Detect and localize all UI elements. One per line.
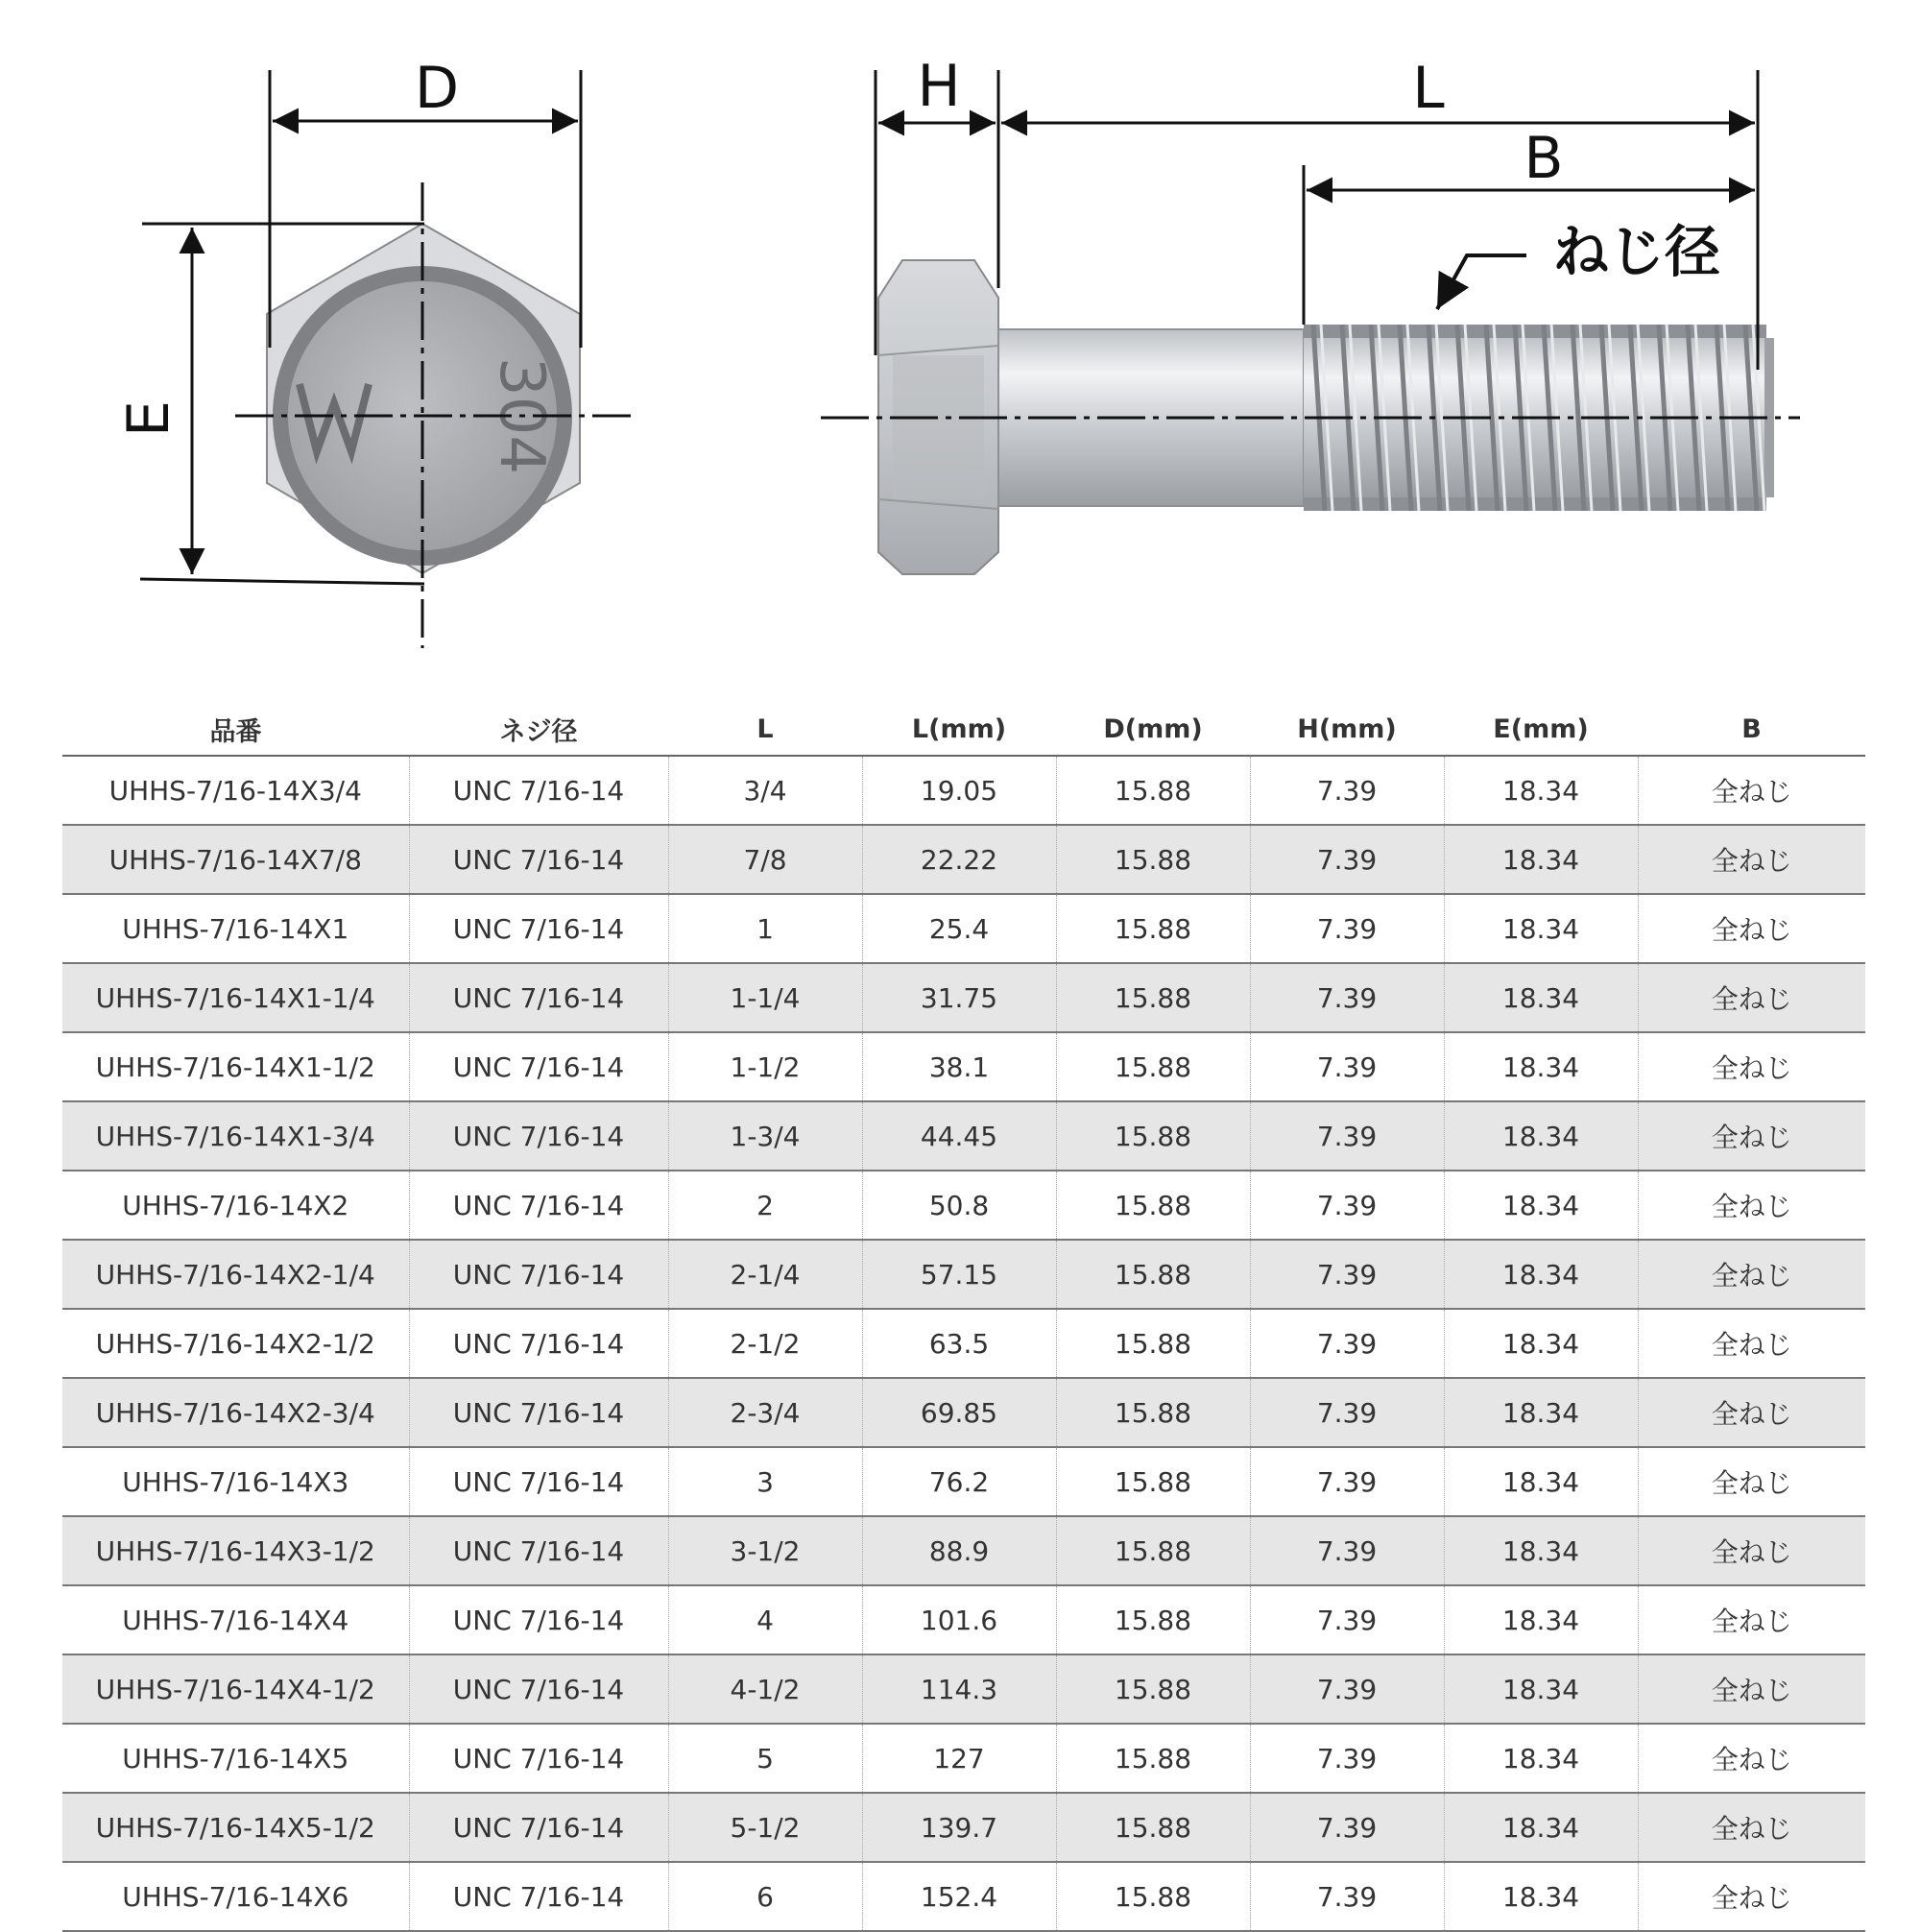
dimension-label-d: D xyxy=(414,55,460,122)
b-cell: 全ねじ xyxy=(1638,1171,1865,1240)
length-mm-cell: 19.05 xyxy=(862,756,1056,825)
thread-size-cell: UNC 7/16-14 xyxy=(409,1101,668,1171)
thread-size-cell: UNC 7/16-14 xyxy=(409,1654,668,1724)
e-mm-cell: 18.34 xyxy=(1444,1240,1638,1309)
table-row xyxy=(62,1724,1865,1793)
length-mm-cell: 38.1 xyxy=(862,1032,1056,1101)
thread-size-cell: UNC 7/16-14 xyxy=(409,1171,668,1240)
length-inch-cell: 2-3/4 xyxy=(668,1378,862,1447)
table-row xyxy=(62,1032,1865,1101)
e-mm-cell: 18.34 xyxy=(1444,756,1638,825)
d-mm-cell: 15.88 xyxy=(1056,1724,1250,1793)
part-number-cell: UHHS-7/16-14X5-1/2 xyxy=(62,1793,409,1862)
length-inch-cell: 7/8 xyxy=(668,825,862,894)
length-mm-cell: 152.4 xyxy=(862,1862,1056,1931)
thread-size-cell: UNC 7/16-14 xyxy=(409,1378,668,1447)
d-mm-cell: 15.88 xyxy=(1056,1378,1250,1447)
thread-size-cell: UNC 7/16-14 xyxy=(409,1862,668,1931)
length-mm-cell: 76.2 xyxy=(862,1447,1056,1516)
e-mm-cell: 18.34 xyxy=(1444,1516,1638,1585)
b-cell: 全ねじ xyxy=(1638,825,1865,894)
part-number-cell: UHHS-7/16-14X4 xyxy=(62,1585,409,1654)
table-row xyxy=(62,1171,1865,1240)
h-mm-cell: 7.39 xyxy=(1250,1378,1444,1447)
d-mm-cell: 15.88 xyxy=(1056,825,1250,894)
table-row xyxy=(62,1447,1865,1516)
length-inch-cell: 2-1/2 xyxy=(668,1309,862,1378)
length-mm-cell: 63.5 xyxy=(862,1309,1056,1378)
d-mm-cell: 15.88 xyxy=(1056,1447,1250,1516)
thread-size-cell: UNC 7/16-14 xyxy=(409,1516,668,1585)
part-number-cell: UHHS-7/16-14X6 xyxy=(62,1862,409,1931)
thread-size-cell: UNC 7/16-14 xyxy=(409,1309,668,1378)
length-inch-cell: 6 xyxy=(668,1862,862,1931)
b-cell: 全ねじ xyxy=(1638,1585,1865,1654)
d-mm-cell: 15.88 xyxy=(1056,894,1250,963)
h-mm-cell: 7.39 xyxy=(1250,1654,1444,1724)
e-mm-cell: 18.34 xyxy=(1444,825,1638,894)
d-mm-cell: 15.88 xyxy=(1056,1309,1250,1378)
b-cell: 全ねじ xyxy=(1638,1654,1865,1724)
d-mm-cell: 15.88 xyxy=(1056,1171,1250,1240)
h-mm-cell: 7.39 xyxy=(1250,1516,1444,1585)
table-row xyxy=(62,756,1865,825)
h-mm-cell: 7.39 xyxy=(1250,963,1444,1032)
length-inch-cell: 4-1/2 xyxy=(668,1654,862,1724)
h-mm-cell: 7.39 xyxy=(1250,1793,1444,1862)
header-h-mm: H(mm) xyxy=(1250,703,1444,756)
table-row xyxy=(62,1862,1865,1931)
e-mm-cell: 18.34 xyxy=(1444,1585,1638,1654)
length-inch-cell: 3/4 xyxy=(668,756,862,825)
e-mm-cell: 18.34 xyxy=(1444,1101,1638,1171)
length-mm-cell: 69.85 xyxy=(862,1378,1056,1447)
table-header-row xyxy=(62,703,1865,756)
table-row xyxy=(62,894,1865,963)
d-mm-cell: 15.88 xyxy=(1056,1862,1250,1931)
h-mm-cell: 7.39 xyxy=(1250,1309,1444,1378)
length-inch-cell: 1-1/2 xyxy=(668,1032,862,1101)
dimension-label-b: B xyxy=(1524,125,1564,192)
table-row xyxy=(62,963,1865,1032)
header-e-mm: E(mm) xyxy=(1444,703,1638,756)
d-mm-cell: 15.88 xyxy=(1056,963,1250,1032)
part-number-cell: UHHS-7/16-14X2-3/4 xyxy=(62,1378,409,1447)
thread-size-cell: UNC 7/16-14 xyxy=(409,1793,668,1862)
d-mm-cell: 15.88 xyxy=(1056,756,1250,825)
e-mm-cell: 18.34 xyxy=(1444,1447,1638,1516)
b-cell: 全ねじ xyxy=(1638,1724,1865,1793)
b-cell: 全ねじ xyxy=(1638,1240,1865,1309)
h-mm-cell: 7.39 xyxy=(1250,1032,1444,1101)
thread-size-cell: UNC 7/16-14 xyxy=(409,894,668,963)
b-cell: 全ねじ xyxy=(1638,1309,1865,1378)
header-b: B xyxy=(1638,703,1865,756)
d-mm-cell: 15.88 xyxy=(1056,1240,1250,1309)
thread-size-cell: UNC 7/16-14 xyxy=(409,1447,668,1516)
h-mm-cell: 7.39 xyxy=(1250,1862,1444,1931)
part-number-cell: UHHS-7/16-14X1 xyxy=(62,894,409,963)
table-row xyxy=(62,1240,1865,1309)
e-mm-cell: 18.34 xyxy=(1444,1793,1638,1862)
b-cell: 全ねじ xyxy=(1638,1862,1865,1931)
e-mm-cell: 18.34 xyxy=(1444,894,1638,963)
e-mm-cell: 18.34 xyxy=(1444,1309,1638,1378)
table-row xyxy=(62,1309,1865,1378)
length-inch-cell: 3 xyxy=(668,1447,862,1516)
d-mm-cell: 15.88 xyxy=(1056,1585,1250,1654)
length-mm-cell: 31.75 xyxy=(862,963,1056,1032)
h-mm-cell: 7.39 xyxy=(1250,1240,1444,1309)
dimension-label-h: H xyxy=(917,53,961,120)
length-mm-cell: 57.15 xyxy=(862,1240,1056,1309)
thread-size-cell: UNC 7/16-14 xyxy=(409,1240,668,1309)
length-mm-cell: 50.8 xyxy=(862,1171,1056,1240)
e-mm-cell: 18.34 xyxy=(1444,963,1638,1032)
table-row xyxy=(62,1654,1865,1724)
part-number-cell: UHHS-7/16-14X5 xyxy=(62,1724,409,1793)
length-mm-cell: 88.9 xyxy=(862,1516,1056,1585)
part-number-cell: UHHS-7/16-14X1-1/4 xyxy=(62,963,409,1032)
thread-size-cell: UNC 7/16-14 xyxy=(409,825,668,894)
dimension-l xyxy=(1001,55,1758,370)
table-row xyxy=(62,1793,1865,1862)
b-cell: 全ねじ xyxy=(1638,1516,1865,1585)
d-mm-cell: 15.88 xyxy=(1056,1654,1250,1724)
length-inch-cell: 5-1/2 xyxy=(668,1793,862,1862)
table-row xyxy=(62,1585,1865,1654)
table-row xyxy=(62,1101,1865,1171)
table-row xyxy=(62,825,1865,894)
d-mm-cell: 15.88 xyxy=(1056,1516,1250,1585)
length-mm-cell: 44.45 xyxy=(862,1101,1056,1171)
header-d-mm: D(mm) xyxy=(1056,703,1250,756)
h-mm-cell: 7.39 xyxy=(1250,1101,1444,1171)
h-mm-cell: 7.39 xyxy=(1250,894,1444,963)
length-mm-cell: 139.7 xyxy=(862,1793,1056,1862)
length-inch-cell: 2 xyxy=(668,1171,862,1240)
thread-size-cell: UNC 7/16-14 xyxy=(409,1585,668,1654)
dimension-label-e: E xyxy=(115,400,182,437)
bolt-side-view xyxy=(821,260,1800,574)
length-mm-cell: 127 xyxy=(862,1724,1056,1793)
b-cell: 全ねじ xyxy=(1638,1793,1865,1862)
length-inch-cell: 4 xyxy=(668,1585,862,1654)
bolt-dimension-drawing xyxy=(0,0,1920,672)
length-inch-cell: 1-3/4 xyxy=(668,1101,862,1171)
header-part-number: 品番 xyxy=(62,703,409,756)
h-mm-cell: 7.39 xyxy=(1250,1447,1444,1516)
thread-diameter-label: ねじ径 xyxy=(1553,219,1721,284)
length-mm-cell: 114.3 xyxy=(862,1654,1056,1724)
thread-size-cell: UNC 7/16-14 xyxy=(409,1724,668,1793)
part-number-cell: UHHS-7/16-14X7/8 xyxy=(62,825,409,894)
length-mm-cell: 101.6 xyxy=(862,1585,1056,1654)
length-mm-cell: 22.22 xyxy=(862,825,1056,894)
b-cell: 全ねじ xyxy=(1638,1447,1865,1516)
spec-table-body xyxy=(62,756,1865,1931)
spec-table xyxy=(62,703,1865,1932)
h-mm-cell: 7.39 xyxy=(1250,825,1444,894)
part-number-cell: UHHS-7/16-14X1-1/2 xyxy=(62,1032,409,1101)
e-mm-cell: 18.34 xyxy=(1444,1378,1638,1447)
table-row xyxy=(62,1516,1865,1585)
d-mm-cell: 15.88 xyxy=(1056,1793,1250,1862)
hex-head-top-view xyxy=(235,182,634,648)
table-row xyxy=(62,1378,1865,1447)
b-cell: 全ねじ xyxy=(1638,756,1865,825)
b-cell: 全ねじ xyxy=(1638,1378,1865,1447)
e-mm-cell: 18.34 xyxy=(1444,1171,1638,1240)
e-mm-cell: 18.34 xyxy=(1444,1862,1638,1931)
length-inch-cell: 1-1/4 xyxy=(668,963,862,1032)
dimension-label-l: L xyxy=(1412,55,1445,122)
h-mm-cell: 7.39 xyxy=(1250,1171,1444,1240)
header-length-inch: L xyxy=(668,703,862,756)
length-inch-cell: 3-1/2 xyxy=(668,1516,862,1585)
part-number-cell: UHHS-7/16-14X2 xyxy=(62,1171,409,1240)
length-inch-cell: 1 xyxy=(668,894,862,963)
b-cell: 全ねじ xyxy=(1638,1101,1865,1171)
h-mm-cell: 7.39 xyxy=(1250,1585,1444,1654)
thread-size-cell: UNC 7/16-14 xyxy=(409,963,668,1032)
part-number-cell: UHHS-7/16-14X1-3/4 xyxy=(62,1101,409,1171)
head-grade-marking: 304 xyxy=(486,356,557,475)
part-number-cell: UHHS-7/16-14X2-1/2 xyxy=(62,1309,409,1378)
thread-size-cell: UNC 7/16-14 xyxy=(409,756,668,825)
part-number-cell: UHHS-7/16-14X3 xyxy=(62,1447,409,1516)
length-inch-cell: 2-1/4 xyxy=(668,1240,862,1309)
header-length-mm: L(mm) xyxy=(862,703,1056,756)
d-mm-cell: 15.88 xyxy=(1056,1101,1250,1171)
h-mm-cell: 7.39 xyxy=(1250,756,1444,825)
b-cell: 全ねじ xyxy=(1638,894,1865,963)
h-mm-cell: 7.39 xyxy=(1250,1724,1444,1793)
length-inch-cell: 5 xyxy=(668,1724,862,1793)
b-cell: 全ねじ xyxy=(1638,963,1865,1032)
part-number-cell: UHHS-7/16-14X3/4 xyxy=(62,756,409,825)
b-cell: 全ねじ xyxy=(1638,1032,1865,1101)
thread-diameter-callout xyxy=(1437,219,1720,309)
e-mm-cell: 18.34 xyxy=(1444,1724,1638,1793)
d-mm-cell: 15.88 xyxy=(1056,1032,1250,1101)
length-mm-cell: 25.4 xyxy=(862,894,1056,963)
part-number-cell: UHHS-7/16-14X2-1/4 xyxy=(62,1240,409,1309)
e-mm-cell: 18.34 xyxy=(1444,1032,1638,1101)
header-thread-size: ネジ径 xyxy=(409,703,668,756)
e-mm-cell: 18.34 xyxy=(1444,1654,1638,1724)
part-number-cell: UHHS-7/16-14X4-1/2 xyxy=(62,1654,409,1724)
thread-size-cell: UNC 7/16-14 xyxy=(409,1032,668,1101)
part-number-cell: UHHS-7/16-14X3-1/2 xyxy=(62,1516,409,1585)
